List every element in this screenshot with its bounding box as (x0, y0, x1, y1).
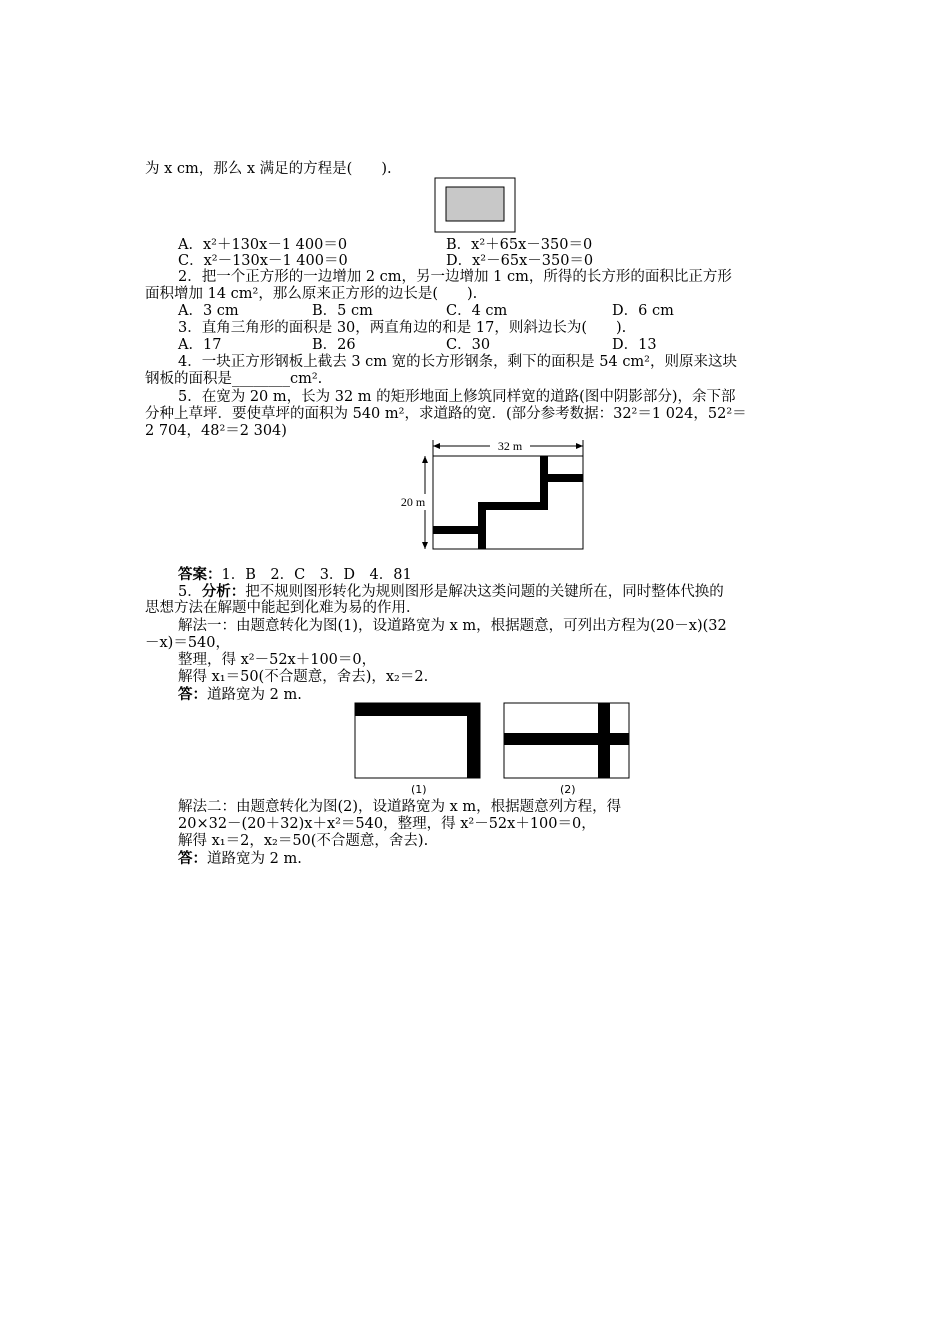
q4-line2: 钢板的面积是________cm². (145, 371, 323, 387)
q3-option-b: B．26 (312, 337, 356, 353)
answers-text: 1．B 2．C 3．D 4．81 (221, 567, 412, 583)
method1-line1: 解法一：由题意转化为图(1)，设道路宽为 x m，根据题意，可列出方程为(20－x)(32 (178, 618, 727, 634)
method2-answer (178, 850, 302, 868)
method2-line2: 20×32－(20＋32)x＋x²＝540，整理，得 x²－52x＋100＝0， (178, 816, 596, 832)
analysis-line1 (178, 583, 724, 601)
analysis-line2: 思想方法在解题中能起到化难为易的作用． (145, 600, 421, 616)
frame-figure (434, 177, 516, 233)
figure-2-caption: (2) (560, 783, 576, 796)
q5-line1: 5．在宽为 20 m，长为 32 m 的矩形地面上修筑同样宽的道路(图中阴影部分)，余下部 (178, 389, 736, 405)
figure-1-caption: (1) (411, 783, 427, 796)
q2-option-a: A．3 cm (178, 303, 239, 319)
method2-line1: 解法二：由题意转化为图(2)，设道路宽为 x m，根据题意列方程，得 (178, 799, 622, 815)
q3-option-d: D．13 (612, 337, 657, 353)
method1-answer (178, 686, 302, 704)
q3-option-a: A．17 (178, 337, 222, 353)
method2-answer-text: 道路宽为 2 m. (207, 851, 302, 867)
figure-2 (503, 702, 631, 780)
analysis-text1: 把不规则图形转化为规则图形是解决这类问题的关键所在，同时整体代换的 (245, 584, 724, 600)
analysis-prefix: 5． (178, 584, 202, 600)
q3-line1: 3．直角三角形的面积是 30，两直角边的和是 17，则斜边长为( ). (178, 320, 627, 336)
road-figure (395, 438, 590, 553)
q1-option-a: A．x²＋130x－1 400＝0 (178, 237, 348, 253)
method2-line3: 解得 x₁＝2，x₂＝50(不合题意，舍去). (178, 833, 429, 849)
method1-answer-label: 答： (178, 686, 207, 703)
q1-intro-line: 为 x cm，那么 x 满足的方程是( ). (145, 161, 392, 177)
method1-answer-text: 道路宽为 2 m. (207, 687, 302, 703)
q2-line1: 2．把一个正方形的一边增加 2 cm，另一边增加 1 cm，所得的长方形的面积比正方形 (178, 269, 732, 285)
width-label: 32 m (497, 439, 523, 453)
figure-1 (354, 702, 482, 780)
q4-line1: 4．一块正方形钢板上截去 3 cm 宽的长方形钢条，剩下的面积是 54 cm²，则原来这块 (178, 354, 737, 370)
q2-option-d: D．6 cm (612, 303, 674, 319)
height-label: 20 m (400, 495, 426, 509)
answers-line (178, 566, 412, 584)
q5-line3: 2 704，48²＝2 304) (145, 423, 287, 439)
method1-line4: 解得 x₁＝50(不合题意，舍去)，x₂＝2. (178, 669, 429, 685)
q2-option-c: C．4 cm (446, 303, 508, 319)
answers-label: 答案： (178, 566, 222, 583)
q3-option-c: C．30 (446, 337, 491, 353)
q1-option-d: D．x²－65x－350＝0 (446, 253, 594, 269)
q2-line2: 面积增加 14 cm²，那么原来正方形的边长是( ). (145, 286, 478, 302)
method2-answer-label: 答： (178, 850, 207, 867)
q2-option-b: B．5 cm (312, 303, 373, 319)
method1-line3: 整理，得 x²－52x＋100＝0， (178, 652, 377, 668)
method1-line2: －x)＝540， (145, 635, 231, 651)
q1-option-c: C．x²－130x－1 400＝0 (178, 253, 348, 269)
q1-option-b: B．x²＋65x－350＝0 (446, 237, 593, 253)
q5-line2: 分种上草坪．要使草坪的面积为 540 m²，求道路的宽．(部分参考数据：32²＝1 024，52²＝ (145, 406, 747, 422)
analysis-label: 分析： (201, 583, 246, 600)
